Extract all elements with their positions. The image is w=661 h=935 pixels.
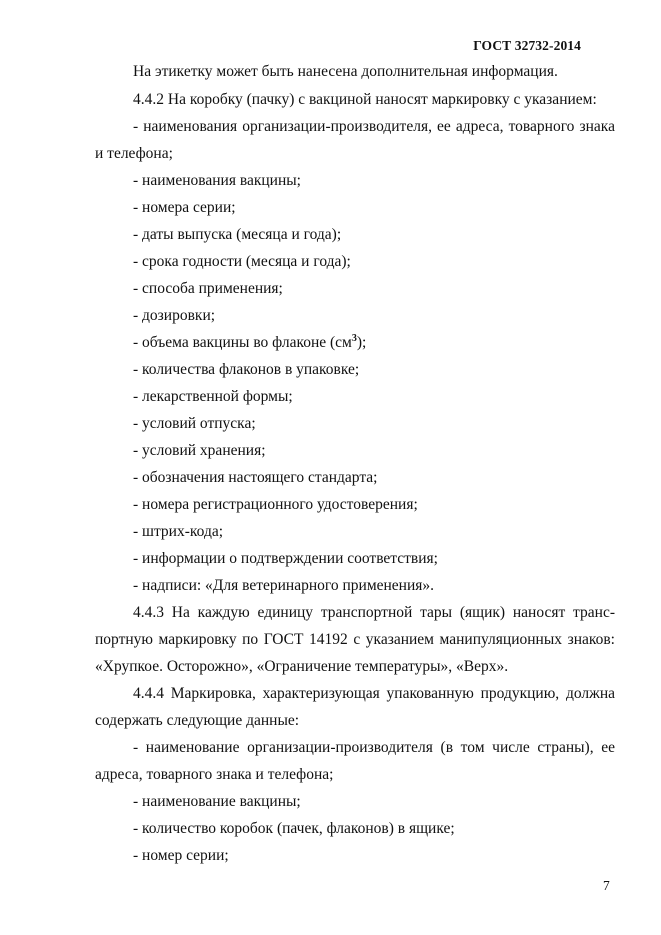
- list-item: - лекарственной формы;: [133, 388, 293, 405]
- list-item: - наименования вакцины;: [133, 172, 301, 189]
- list-item-volume: [133, 333, 615, 353]
- text-line: На этикетку может быть нанесена дополнительная информация.: [133, 63, 558, 80]
- list-item: - надписи: «Для ветеринарного применения».: [133, 577, 435, 594]
- section-4-4-2: 4.4.2 На коробку (пачку) с вакциной наносят маркировку с указанием:: [133, 91, 597, 108]
- list-item: - информации о подтверждении соответствия;: [133, 550, 438, 567]
- list-item: - наименование организации-производителя (в том числе страны), ее: [133, 739, 615, 756]
- list-item: - номера серии;: [133, 199, 236, 216]
- list-item: - условий хранения;: [133, 442, 266, 459]
- section-4-4-4: 4.4.4 Маркировка, характеризующая упакованную продукцию, должна: [133, 685, 615, 702]
- list-item: - срока годности (месяца и года);: [133, 253, 351, 270]
- volume-superscript: 3: [351, 333, 357, 344]
- page-number: 7: [603, 878, 610, 893]
- section-4-4-4-continuation: содержать следующие данные:: [95, 712, 300, 729]
- list-item: - способа применения;: [133, 280, 283, 297]
- volume-text: - объема вакцины во флаконе (см: [133, 334, 352, 351]
- section-4-4-3-continuation: портную маркировку по ГОСТ 14192 с указанием манипуляционных знаков:: [95, 631, 615, 648]
- list-item-continuation: адреса, товарного знака и телефона;: [95, 766, 334, 783]
- list-item: - условий отпуска;: [133, 415, 256, 432]
- list-item: - наименования организации-производителя, ее адреса, товарного знака: [133, 118, 615, 135]
- section-4-4-3: 4.4.3 На каждую единицу транспортной тары (ящик) наносят транс-: [133, 604, 615, 621]
- list-item: - количество коробок (пачек, флаконов) в ящике;: [133, 820, 455, 837]
- list-item: - наименование вакцины;: [133, 793, 301, 810]
- list-item: - номер серии;: [133, 847, 229, 864]
- list-item: - дозировки;: [133, 307, 216, 324]
- document-code-header: ГОСТ 32732-2014: [473, 38, 581, 53]
- list-item: - номера регистрационного удостоверения;: [133, 496, 418, 513]
- list-item-continuation: и телефона;: [95, 145, 173, 162]
- volume-suffix: );: [356, 334, 367, 351]
- list-item: - количества флаконов в упаковке;: [133, 361, 360, 378]
- list-item: - штрих-кода;: [133, 523, 224, 540]
- list-item: - даты выпуска (месяца и года);: [133, 226, 342, 243]
- section-4-4-3-continuation: «Хрупкое. Осторожно», «Ограничение температуры», «Верх».: [95, 658, 509, 675]
- list-item: - обозначения настоящего стандарта;: [133, 469, 378, 486]
